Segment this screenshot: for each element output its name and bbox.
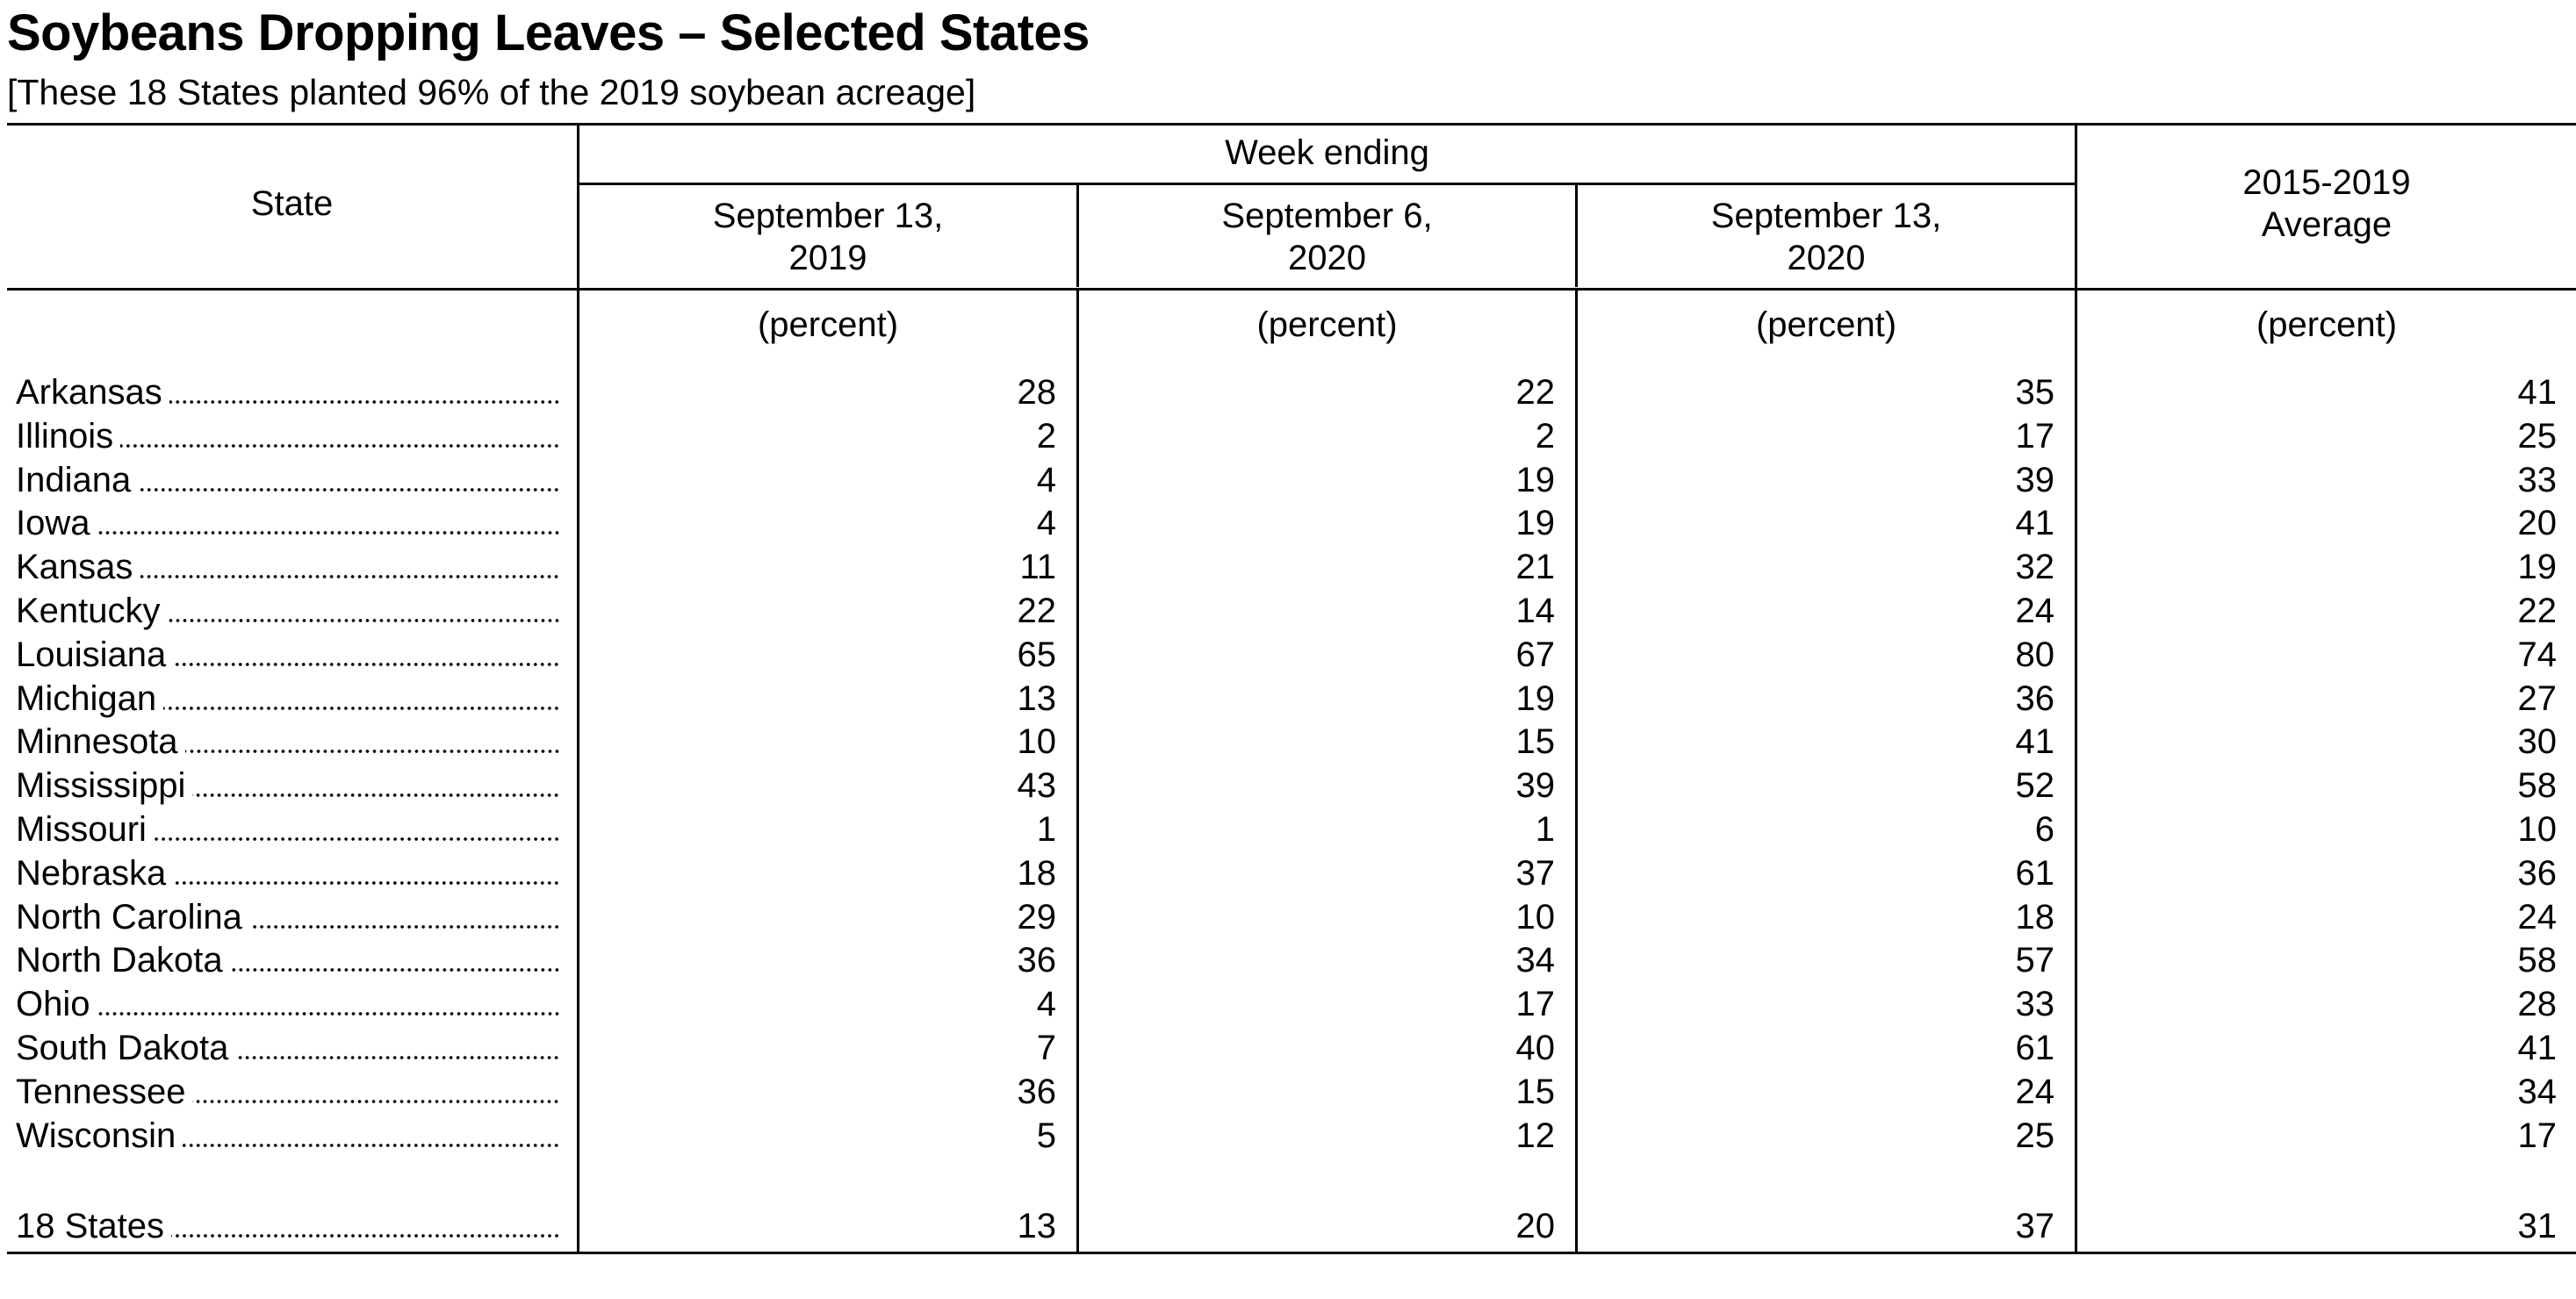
table-row	[7, 1026, 2576, 1070]
column-header-sep-6-2020	[1079, 195, 1575, 279]
column-header-line2: 2019	[788, 239, 867, 277]
dot-leader	[97, 1012, 561, 1016]
state-name: Arkansas	[16, 373, 162, 412]
state-cell	[16, 458, 560, 502]
state-cell	[16, 982, 560, 1026]
value-cell: 18	[1017, 854, 1056, 893]
data-table	[7, 123, 2576, 1255]
state-cell	[16, 764, 560, 807]
dot-leader	[192, 1100, 560, 1103]
state-name: Indiana	[16, 461, 132, 499]
column-header-line2: 2020	[1288, 239, 1366, 277]
value-cell: 32	[2015, 548, 2054, 586]
value-cell: 14	[1515, 592, 1555, 630]
dot-leader	[154, 837, 560, 841]
dot-leader	[120, 444, 560, 448]
state-name: Ohio	[16, 985, 90, 1023]
value-cell: 39	[2015, 461, 2054, 499]
value-cell: 19	[1515, 504, 1555, 542]
state-name: Tennessee	[16, 1073, 186, 1111]
value-cell: 58	[2517, 766, 2557, 805]
value-cell: 17	[2517, 1116, 2557, 1155]
state-name: Iowa	[16, 504, 90, 542]
page-title: Soybeans Dropping Leaves – Selected States	[7, 4, 1090, 61]
value-cell: 61	[2015, 1029, 2054, 1067]
state-cell	[16, 633, 560, 677]
dot-leader	[169, 400, 560, 404]
state-name: North Carolina	[16, 898, 242, 937]
group-header-rule	[577, 183, 2077, 185]
column-header-line1: September 13,	[712, 197, 944, 235]
value-cell: 15	[1515, 1073, 1555, 1111]
header-bottom-rule	[7, 288, 2576, 291]
state-cell	[16, 1114, 560, 1158]
value-cell: 80	[2015, 635, 2054, 674]
column-header-sep-13-2019	[579, 195, 1076, 279]
value-cell: 37	[1515, 854, 1555, 893]
value-cell: 58	[2517, 941, 2557, 980]
state-name: Wisconsin	[16, 1116, 176, 1155]
value-cell: 65	[1017, 635, 1056, 674]
table-row	[7, 677, 2576, 721]
value-cell: 39	[1515, 766, 1555, 805]
value-cell: 10	[1515, 898, 1555, 937]
dot-leader	[140, 575, 560, 578]
column-header-line2: Average	[2261, 205, 2393, 244]
value-cell: 43	[1017, 766, 1056, 805]
value-cell: 28	[1017, 373, 1056, 412]
value-cell: 10	[2517, 810, 2557, 849]
value-cell: 13	[1017, 679, 1056, 718]
column-header-line1: 2015-2019	[2242, 163, 2411, 202]
value-cell: 29	[1017, 898, 1056, 937]
table-row	[7, 982, 2576, 1026]
page-subtitle: [These 18 States planted 96% of the 2019 soybean acreage]	[7, 72, 976, 112]
dot-leader	[249, 925, 560, 929]
table-row	[7, 458, 2576, 502]
value-cell: 6	[2034, 810, 2054, 849]
table-row	[7, 633, 2576, 677]
table-row	[7, 851, 2576, 895]
value-cell: 36	[1017, 1073, 1056, 1111]
column-header-average	[2077, 161, 2576, 246]
value-cell: 24	[2015, 592, 2054, 630]
value-cell: 19	[2517, 548, 2557, 586]
value-cell: 52	[2015, 766, 2054, 805]
unit-label: (percent)	[757, 305, 899, 344]
column-header-line2: 2020	[1787, 239, 1866, 277]
value-cell: 37	[2015, 1207, 2054, 1245]
table-row	[7, 1114, 2576, 1158]
value-cell: 15	[1515, 722, 1555, 761]
value-cell: 24	[2517, 898, 2557, 937]
dot-leader	[235, 1056, 560, 1059]
total-row	[7, 1204, 2576, 1248]
state-name: Illinois	[16, 417, 114, 456]
state-cell	[16, 414, 560, 458]
value-cell: 22	[2517, 592, 2557, 630]
state-name: Missouri	[16, 810, 147, 849]
state-name: 18 States	[16, 1207, 165, 1245]
state-cell	[16, 501, 560, 545]
state-cell	[16, 938, 560, 982]
value-cell: 20	[1515, 1207, 1555, 1245]
dot-leader	[138, 488, 560, 492]
value-cell: 5	[1036, 1116, 1056, 1155]
value-cell: 34	[2517, 1073, 2557, 1111]
table-row	[7, 895, 2576, 939]
value-cell: 2	[1535, 417, 1555, 456]
dot-leader	[185, 750, 560, 753]
dot-leader	[163, 707, 560, 710]
state-cell	[16, 895, 560, 939]
value-cell: 17	[2015, 417, 2054, 456]
dot-leader	[97, 531, 561, 535]
value-cell: 25	[2517, 417, 2557, 456]
column-header-sep-13-2020	[1578, 195, 2075, 279]
value-cell: 7	[1036, 1029, 1056, 1067]
week-ending-group-header: Week ending	[1225, 133, 1429, 172]
table-row	[7, 501, 2576, 545]
value-cell: 67	[1515, 635, 1555, 674]
value-cell: 1	[1535, 810, 1555, 849]
value-cell: 25	[2015, 1116, 2054, 1155]
state-cell	[16, 370, 560, 414]
value-cell: 17	[1515, 985, 1555, 1023]
value-cell: 36	[2517, 854, 2557, 893]
dot-leader	[173, 881, 560, 885]
state-name: South Dakota	[16, 1029, 229, 1067]
state-cell	[16, 720, 560, 764]
dot-leader	[168, 619, 560, 622]
value-cell: 30	[2517, 722, 2557, 761]
table-row	[7, 370, 2576, 414]
table-row	[7, 1070, 2576, 1114]
dot-leader	[192, 793, 560, 797]
value-cell: 41	[2517, 373, 2557, 412]
table-row	[7, 807, 2576, 851]
state-column-header: State	[250, 184, 334, 223]
value-cell: 41	[2517, 1029, 2557, 1067]
state-cell	[16, 1070, 560, 1114]
value-cell: 36	[2015, 679, 2054, 718]
table-row	[7, 938, 2576, 982]
state-cell	[16, 851, 560, 895]
value-cell: 61	[2015, 854, 2054, 893]
column-header-line1: September 6,	[1221, 197, 1433, 235]
value-cell: 31	[2517, 1207, 2557, 1245]
table-top-rule	[7, 123, 2576, 126]
state-cell	[16, 807, 560, 851]
value-cell: 22	[1017, 592, 1056, 630]
value-cell: 33	[2015, 985, 2054, 1023]
unit-label: (percent)	[1256, 305, 1398, 344]
state-cell	[16, 545, 560, 589]
table-bottom-rule	[7, 1252, 2576, 1254]
value-cell: 74	[2517, 635, 2557, 674]
value-cell: 19	[1515, 461, 1555, 499]
value-cell: 19	[1515, 679, 1555, 718]
value-cell: 4	[1036, 504, 1056, 542]
state-name: Michigan	[16, 679, 157, 718]
state-name: North Dakota	[16, 941, 223, 980]
column-header-line1: September 13,	[1710, 197, 1942, 235]
value-cell: 12	[1515, 1116, 1555, 1155]
table-row	[7, 545, 2576, 589]
value-cell: 27	[2517, 679, 2557, 718]
table-row	[7, 764, 2576, 807]
value-cell: 22	[1515, 373, 1555, 412]
dot-leader	[230, 968, 560, 972]
value-cell: 13	[1017, 1207, 1056, 1245]
value-cell: 2	[1036, 417, 1056, 456]
state-cell	[16, 589, 560, 633]
value-cell: 20	[2517, 504, 2557, 542]
dot-leader	[173, 663, 560, 666]
unit-label: (percent)	[2256, 305, 2398, 344]
value-cell: 1	[1036, 810, 1056, 849]
value-cell: 34	[1515, 941, 1555, 980]
value-cell: 41	[2015, 722, 2054, 761]
value-cell: 40	[1515, 1029, 1555, 1067]
state-name: Kentucky	[16, 592, 161, 630]
value-cell: 11	[1019, 548, 1056, 586]
state-cell	[16, 1204, 560, 1248]
state-name: Nebraska	[16, 854, 167, 893]
value-cell: 10	[1017, 722, 1056, 761]
table-row	[7, 720, 2576, 764]
state-name: Minnesota	[16, 722, 178, 761]
value-cell: 36	[1017, 941, 1056, 980]
value-cell: 33	[2517, 461, 2557, 499]
value-cell: 24	[2015, 1073, 2054, 1111]
value-cell: 4	[1036, 985, 1056, 1023]
value-cell: 21	[1515, 548, 1555, 586]
dot-leader	[171, 1234, 560, 1238]
unit-label: (percent)	[1755, 305, 1897, 344]
value-cell: 41	[2015, 504, 2054, 542]
state-name: Kansas	[16, 548, 133, 586]
state-name: Louisiana	[16, 635, 167, 674]
state-cell	[16, 677, 560, 721]
value-cell: 35	[2015, 373, 2054, 412]
state-cell	[16, 1026, 560, 1070]
table-row	[7, 589, 2576, 633]
value-cell: 4	[1036, 461, 1056, 499]
state-name: Mississippi	[16, 766, 186, 805]
dot-leader	[183, 1144, 560, 1147]
value-cell: 57	[2015, 941, 2054, 980]
table-row	[7, 414, 2576, 458]
value-cell: 28	[2517, 985, 2557, 1023]
value-cell: 18	[2015, 898, 2054, 937]
